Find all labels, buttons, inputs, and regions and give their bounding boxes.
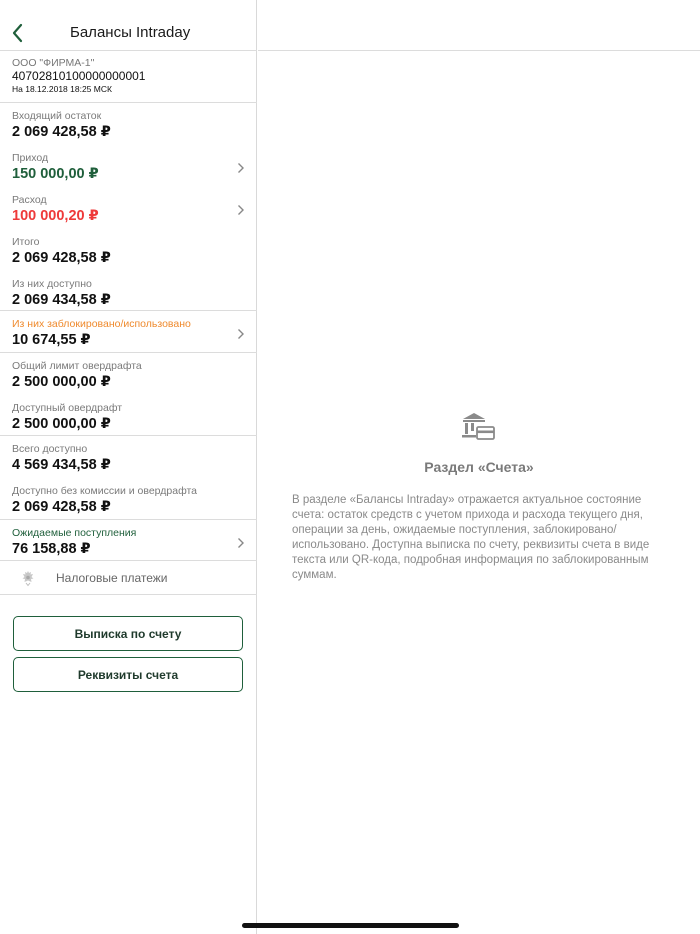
balance-timestamp: На 18.12.2018 18:25 МСК: [12, 84, 112, 94]
incoming-balance-value: 2 069 428,58 ₽: [12, 124, 111, 140]
incoming-balance-row: [0, 104, 257, 146]
expense-label: Расход: [12, 194, 47, 206]
account-requisites-button[interactable]: Реквизиты счета: [13, 657, 243, 692]
back-chevron-icon[interactable]: [8, 22, 28, 44]
no-fee-available-label: Доступно без комиссии и овердрафта: [12, 485, 198, 497]
chevron-right-icon: [237, 204, 245, 216]
info-description: В разделе «Балансы Intraday» отражается актуальное состояние счета: остаток средств с учетом прихода и расхода текущего дня, операции за день, ожидаемые поступления, заблокировано/использовано. Доступна выписка по счету, реквизиты счета в виде текста или QR-кода, подробная информация по заблокированным суммам.: [292, 494, 650, 581]
total-label: Итого: [12, 236, 40, 248]
total-row: [0, 230, 257, 272]
income-value: 150 000,00 ₽: [12, 166, 99, 182]
expected-receipts-value: 76 158,88 ₽: [12, 541, 91, 557]
incoming-balance-label: Входящий остаток: [12, 110, 102, 122]
chevron-right-icon: [237, 328, 245, 340]
income-label: Приход: [12, 152, 49, 164]
chevron-right-icon: [237, 537, 245, 549]
income-row[interactable]: [0, 146, 257, 188]
page-title: Балансы Intraday: [70, 24, 191, 41]
tax-payments-label: Налоговые платежи: [56, 571, 168, 585]
available-label: Из них доступно: [12, 278, 92, 290]
account-info: [0, 52, 257, 103]
overdraft-limit-label: Общий лимит овердрафта: [12, 360, 142, 372]
info-title: Раздел «Счета»: [424, 459, 534, 475]
expense-row[interactable]: [0, 188, 257, 230]
total-available-value: 4 569 434,58 ₽: [12, 457, 111, 473]
available-row: [0, 272, 257, 311]
home-indicator[interactable]: [242, 923, 459, 928]
overdraft-limit-value: 2 500 000,00 ₽: [12, 374, 111, 390]
available-overdraft-label: Доступный овердрафт: [12, 402, 123, 414]
navigation-bar: [0, 16, 257, 51]
master-pane: [0, 0, 257, 934]
tax-payments-row[interactable]: [0, 561, 257, 595]
detail-pane: [258, 0, 700, 934]
available-overdraft-value: 2 500 000,00 ₽: [12, 416, 111, 432]
expected-receipts-label: Ожидаемые поступления: [12, 527, 137, 539]
bank-card-icon: [460, 410, 496, 444]
detail-header: [258, 16, 700, 51]
overdraft-limit-row: [0, 354, 257, 396]
no-fee-available-row: [0, 479, 257, 520]
blocked-row[interactable]: [0, 312, 257, 353]
available-value: 2 069 434,58 ₽: [12, 292, 111, 308]
chevron-right-icon: [237, 162, 245, 174]
total-value: 2 069 428,58 ₽: [12, 250, 111, 266]
total-available-row: [0, 437, 257, 479]
no-fee-available-value: 2 069 428,58 ₽: [12, 499, 111, 515]
account-number: 40702810100000000001: [12, 69, 146, 83]
emblem-icon: [19, 569, 37, 587]
company-name: ООО "ФИРМА-1": [12, 57, 95, 69]
expected-receipts-row[interactable]: [0, 521, 257, 561]
available-overdraft-row: [0, 396, 257, 436]
total-available-label: Всего доступно: [12, 443, 88, 455]
blocked-label: Из них заблокировано/использовано: [12, 318, 191, 330]
account-statement-button[interactable]: Выписка по счету: [13, 616, 243, 651]
blocked-value: 10 674,55 ₽: [12, 332, 91, 348]
expense-value: 100 000,20 ₽: [12, 208, 99, 224]
